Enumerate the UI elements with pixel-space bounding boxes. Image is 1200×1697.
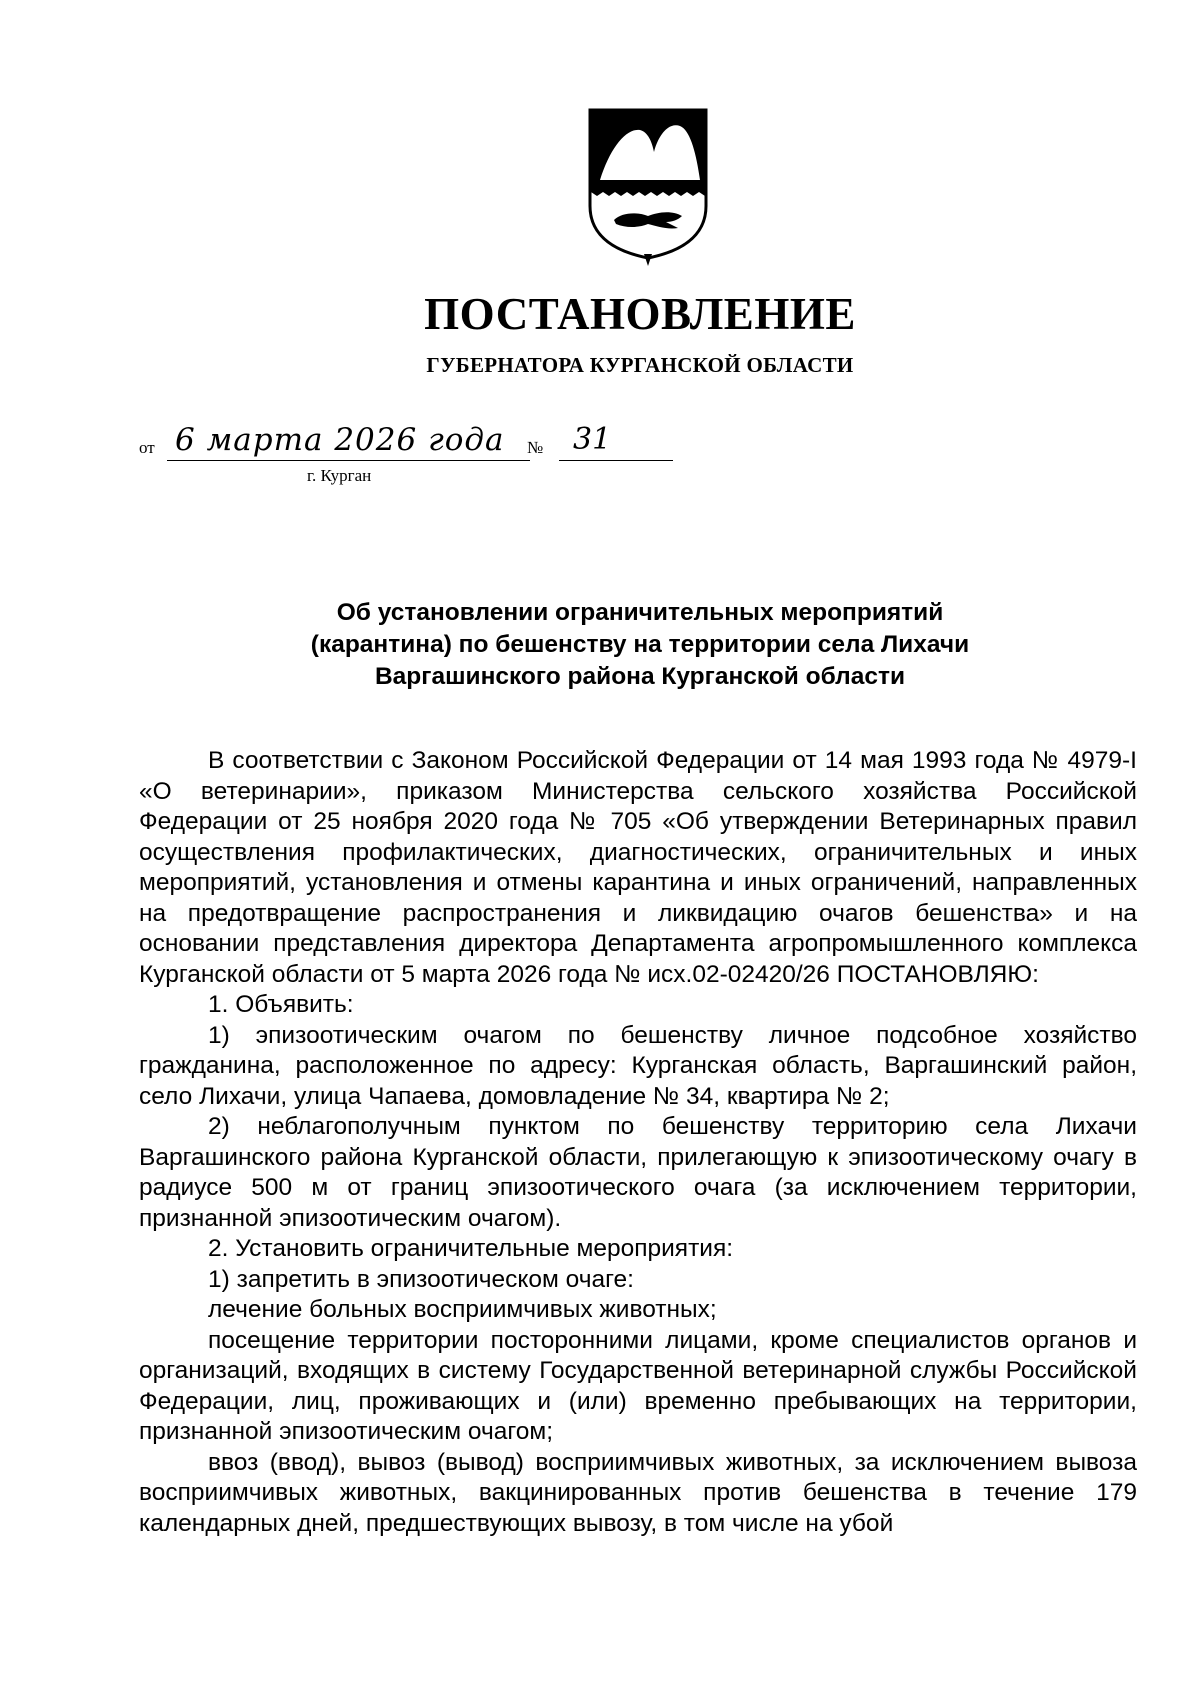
coat-of-arms-emblem xyxy=(586,108,710,268)
document-details xyxy=(139,422,659,488)
date-prefix: от xyxy=(139,438,155,457)
title-line: Об установлении ограничительных мероприятий xyxy=(336,599,944,626)
restriction-item: лечение больных восприимчивых животных; xyxy=(208,1296,717,1323)
document-title xyxy=(180,597,1100,693)
issue-city: г. Курган xyxy=(307,466,372,485)
document-type-heading: ПОСТАНОВЛЕНИЕ xyxy=(424,289,856,339)
title-line: (карантина) по бешенству на территории села Лихачи xyxy=(310,631,970,658)
restriction-item: посещение территории посторонними лицами, кроме специалистов органов и организаций, входящих в систему Государственной ветеринарной службы Российской Федерации, лиц, проживающих и (или) временно пребывающих на территории, признанной эпизоотическим очагом; xyxy=(139,1326,1137,1445)
document-date: 6 марта 2026 года xyxy=(167,420,530,461)
clause-2-heading: 2. Установить ограничительные мероприятия: xyxy=(208,1235,734,1262)
clause-1-heading: 1. Объявить: xyxy=(208,991,354,1018)
title-line: Варгашинского района Курганской области xyxy=(374,663,906,690)
document-body xyxy=(139,746,1137,1539)
clause-1-item-1: 1) эпизоотическим очагом по бешенству личное подсобное хозяйство гражданина, расположенное по адресу: Курганская область, Варгашинский район, село Лихачи, улица Чапаева, домовладение № 34, квартира № 2; xyxy=(139,1021,1137,1110)
issuing-authority: ГУБЕРНАТОРА КУРГАНСКОЙ ОБЛАСТИ xyxy=(426,353,854,377)
preamble-paragraph: В соответствии с Законом Российской Федерации от 14 мая 1993 года № 4979-I «О ветеринарии», приказом Министерства сельского хозяйства Российской Федерации от 25 ноября 2020 года № 705 «Об утверждении Ветеринарных правил осуществления профилактических, диагностических, ограничительных и иных мероприятий, установления и отмены карантина и иных ограничений, направленных на предотвращение распространения и ликвидацию очагов бешенства» и на основании представления директора Департамента агропромышленного комплекса Курганской области от 5 марта 2026 года № исх.02-02420/26 ПОСТАНОВЛЯЮ: xyxy=(139,747,1137,988)
clause-1-item-2: 2) неблагополучным пунктом по бешенству территорию села Лихачи Варгашинского района Курганской области, прилегающую к эпизоотическому очагу в радиусе 500 м от границ эпизоотического очага (за исключением территории, признанной эпизоотическим очагом). xyxy=(139,1113,1137,1232)
clause-2-item-1: 1) запретить в эпизоотическом очаге: xyxy=(208,1265,634,1293)
restriction-item: ввоз (ввод), вывоз (вывод) восприимчивых животных, за исключением вывоза восприимчивых животных, вакцинированных против бешенства в течение 179 календарных дней, предшествующих вывозу, в том числе на убой xyxy=(139,1448,1137,1537)
number-sign: № xyxy=(527,438,544,457)
document-number: 31 xyxy=(559,420,673,461)
